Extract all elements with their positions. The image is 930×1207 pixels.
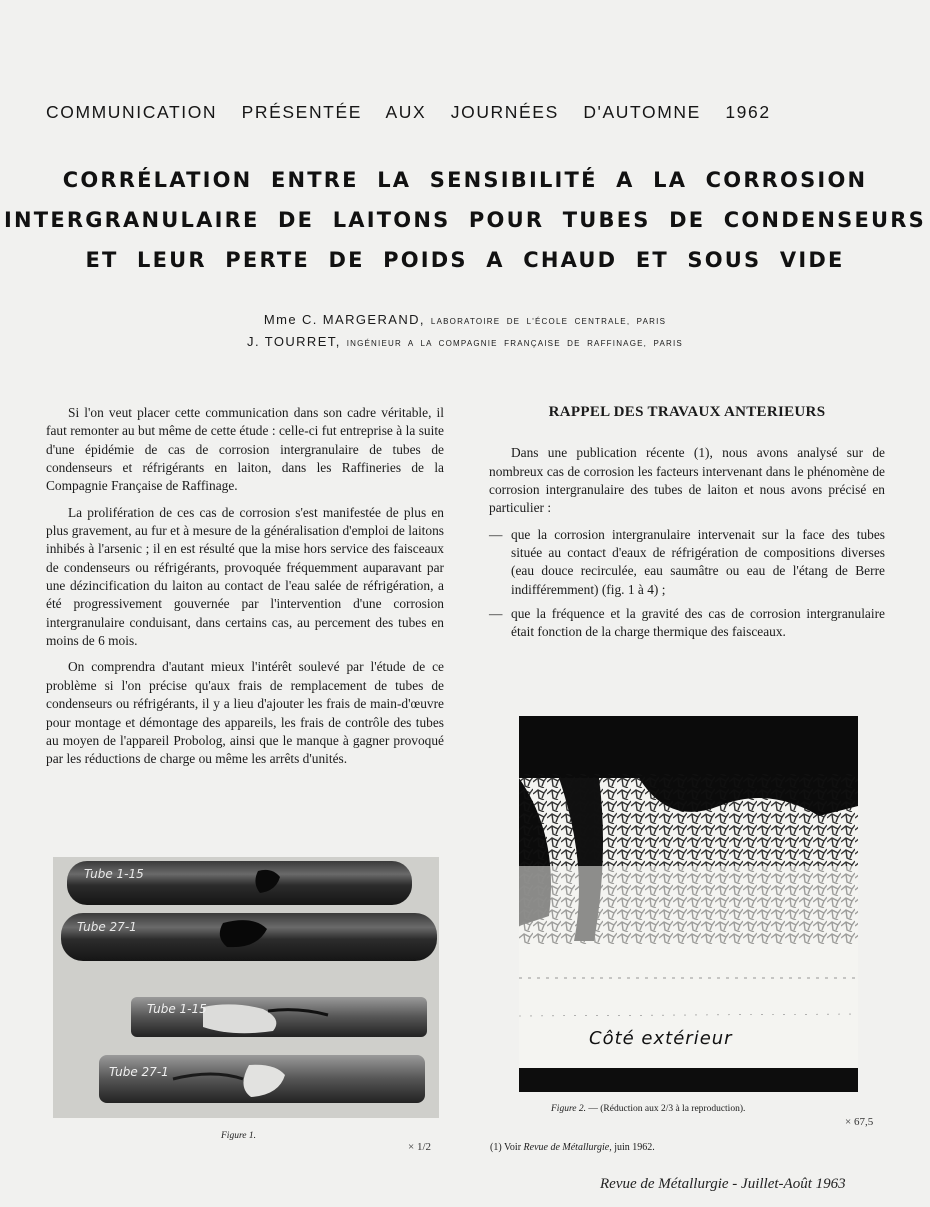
- tube-label-1: Tube 1-15: [84, 867, 144, 881]
- footnote: [490, 1142, 655, 1153]
- footnote-journal: Revue de Métallurgie,: [523, 1142, 612, 1153]
- figure-1-scale: × 1/2: [408, 1141, 432, 1153]
- footnote-date: juin 1962.: [611, 1142, 655, 1153]
- body-paragraph-3: On comprendra d'autant mieux l'intérêt soulevé par l'étude de ce problème si l'on précise qu'aux frais de remplacement de tubes de condenseurs ou réfrigérants, il y a lieu d'ajouter les frais de main-d'œuvre pour montage et démontage des appareils, les frais de contrôle des tubes au moyen de l'appareil Probolog, ainsi que le manque à gagner provoqué par les réductions de charge ou même les arrêts d'unités.: [46, 659, 444, 767]
- section-heading: RAPPEL DES TRAVAUX ANTERIEURS: [548, 404, 826, 420]
- body-paragraph-1: Si l'on veut placer cette communication dans son cadre véritable, il faut remonter au but même de cette étude : celle-ci fut entreprise à la suite d'une épidémie de cas de corrosion intergranulaire de tubes de condenseurs et réfrigérants en laiton, dans les Raffineries de la Compagnie Française de Raffinage.: [46, 405, 444, 494]
- body-paragraph-2: La prolifération de ces cas de corrosion s'est manifestée de plus en plus gravement, au fur et à mesure de la généralisation d'emploi de laitons inhibés à l'arsenic ; il en est résulté que la mise hors service des faisceaux de condenseurs ou réfrigérants, provoquée fréquemment auparavant par une dézincification du laiton au contact de l'eau salée de réfrigération, a été progressivement gouvernée par l'intervention d'une corrosion intergranulaire conduisant, dans certains cas, au percement des tubes en moins de 6 mois.: [46, 504, 444, 649]
- left-column: [46, 404, 444, 777]
- list-item-2: [489, 605, 885, 642]
- running-footer: Revue de Métallurgie - Juillet-Août 1963: [600, 1176, 846, 1192]
- list-item-2-text: que la fréquence et la gravité des cas de corrosion intergranulaire était fonction de la charge thermique des faisceaux.: [511, 606, 885, 640]
- section-intro-paragraph: Dans une publication récente (1), nous avons analysé sur de nombreux cas de corrosion les facteurs intervenant dans le phénomène de corrosion intergranulaire des tubes de laiton et nous avons précisé en particulier :: [489, 445, 885, 516]
- tube-label-4: Tube 27-1: [109, 1065, 169, 1079]
- figure-2-caption-label: Figure 2.: [551, 1104, 587, 1114]
- right-column: [489, 403, 885, 648]
- micrograph-label: Côté extérieur: [589, 1028, 733, 1049]
- footnote-marker: (1) Voir: [490, 1142, 524, 1153]
- figure-1-photo: [53, 857, 439, 1118]
- figure-1-caption: Figure 1.: [221, 1131, 257, 1141]
- author-1-name: Mme C. MARGERAND,: [263, 312, 425, 327]
- list-dash-1: —: [489, 526, 503, 542]
- series-heading: COMMUNICATION PRÉSENTÉE AUX JOURNÉES D'AUTOMNE 1962: [46, 102, 771, 122]
- author-2-name: J. TOURRET,: [247, 334, 341, 349]
- tube-label-2: Tube 27-1: [77, 920, 137, 934]
- list-item-1: [489, 526, 885, 599]
- figure-2-photo: [519, 716, 858, 1092]
- list-item-1-text: que la corrosion intergranulaire intervenait sur la face des tubes située au contact d'eaux de réfrigération de compositions diverses (eau douce recirculée, eau saumâtre ou eau de l'étang de Berre indifféremment) (fig. 1 à 4) ;: [511, 526, 885, 597]
- figure-2-caption-text: — (Réduction aux 2/3 à la reproduction).: [586, 1104, 746, 1114]
- list-dash-2: —: [489, 606, 503, 622]
- figure-2-scale: × 67,5: [845, 1116, 874, 1128]
- author-2-affiliation: INGÉNIEUR A LA COMPAGNIE FRANÇAISE DE RAFFINAGE, PARIS: [346, 339, 683, 348]
- author-2: [0, 333, 930, 351]
- article-title-line-2: INTERGRANULAIRE DE LAITONS POUR TUBES DE CONDENSEURS: [4, 208, 926, 232]
- article-title-line-3: ET LEUR PERTE DE POIDS A CHAUD ET SOUS VIDE: [85, 248, 845, 272]
- article-title-line-1: CORRÉLATION ENTRE LA SENSIBILITÉ A LA CORROSION: [62, 168, 868, 192]
- author-1-affiliation: LABORATOIRE DE L'ÉCOLE CENTRALE, PARIS: [430, 317, 667, 326]
- tube-label-3: Tube 1-15: [147, 1002, 207, 1016]
- figure-2-caption: [551, 1104, 745, 1114]
- author-1: [0, 311, 930, 329]
